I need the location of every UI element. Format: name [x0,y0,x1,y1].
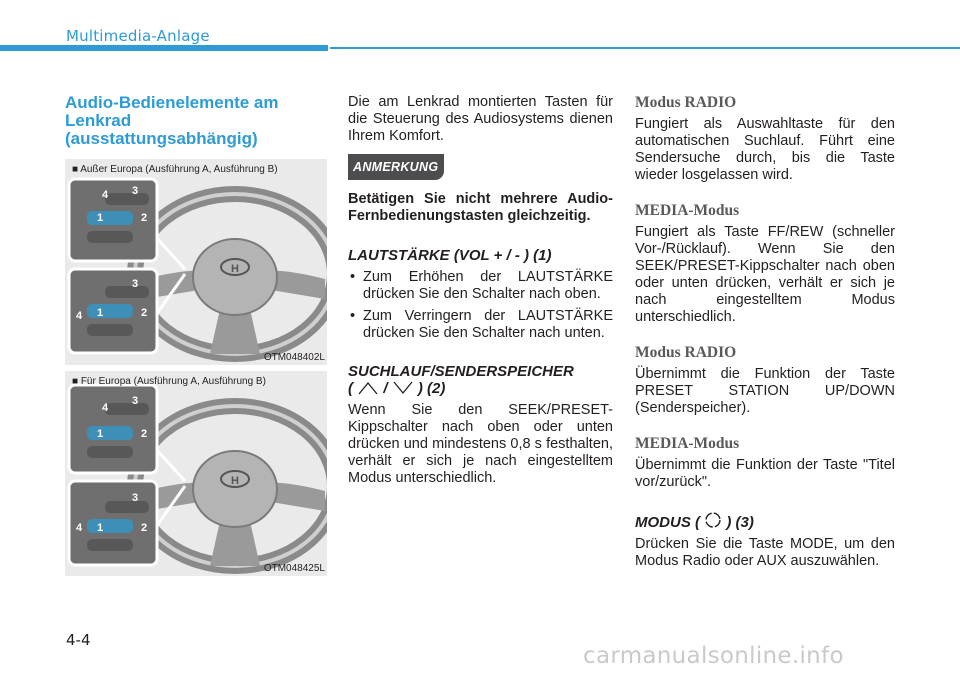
mode-icon [704,511,722,529]
seek-heading [348,363,613,397]
page-number: 4-4 [66,631,91,649]
callout-3b: 3 [131,492,139,504]
seek-heading-text: SUCHLAUF/SENDERSPEICHER [348,363,574,380]
radio-mode-text: Fungiert als Auswahltaste für den automatischen Suchlauf. Führt eine Sendersuche durch, bis die Taste wieder losgelassen wird. [635,116,895,183]
section-title: Audio-Bedienelemente am Lenkrad (ausstattungsabhängig) [65,93,279,148]
mode-heading-open: MODUS ( [635,514,700,531]
note-label: ANMERKUNG [348,154,444,180]
seek-heading-close: ) (2) [417,380,446,397]
callout-3b: 3 [131,278,139,290]
callout-1: 1 [96,212,104,224]
volume-list [348,269,613,342]
radio-mode-heading: Modus RADIO [635,94,737,111]
figure-steering-wheel-non-europe [65,159,327,365]
callout-4: 4 [101,189,109,201]
brand-logo: H [231,475,239,487]
list-item: • Zum Erhöhen der LAUTSTÄRKE drücken Sie den Schalter nach oben. [348,269,613,303]
middle-column [348,94,613,487]
steering-wheel-illustration [65,371,327,576]
mode-heading-close: ) (3) [726,514,754,531]
radio-mode-text-2: Übernimmt die Funktion der Taste PRESET STATION UP/DOWN (Senderspeicher). [635,366,895,416]
note-text: Betätigen Sie nicht mehrere Audio- Fernbedienungstasten gleichzeitig. [348,191,613,224]
intro-paragraph: Die am Lenkrad montierten Tasten für die Steuerung des Audiosystems dienen Ihrem Komfort. [348,94,613,144]
volume-heading: LAUTSTÄRKE (VOL + / - ) (1) [348,247,552,264]
callout-4b: 4 [75,310,83,322]
steering-wheel-illustration [65,159,327,365]
callout-4: 4 [101,402,109,414]
callout-2b: 2 [140,307,148,319]
callout-2: 2 [140,428,148,440]
brand-logo: H [231,263,239,275]
seek-heading-open: ( [348,380,353,397]
figure-steering-wheel-europe [65,371,327,576]
mode-heading [635,511,895,531]
media-mode-heading-2: MEDIA-Modus [635,435,740,452]
seek-text: Wenn Sie den SEEK/PRESET-Kippschalter nach oben oder unten drücken und mindestens 0,8 s festhalten, verhält er sich je nach eingestelltem Modus unterschiedlich. [348,402,613,486]
note-box [348,154,613,180]
header-rule-thin [330,47,960,49]
callout-2b: 2 [140,522,148,534]
radio-mode-heading-2: Modus RADIO [635,344,737,361]
media-mode-text: Fungiert als Taste FF/REW (schneller Vor-/Rücklauf). Wenn Sie den SEEK/PRESET-Kippschalter nach oben oder unten drücken, verhält er sich je nach eingestelltem Modus unterschiedlich. [635,224,895,325]
figure-code: OTM048425L [263,563,325,574]
right-column [635,94,895,570]
mode-text: Drücken Sie die Taste MODE, um den Modus Radio oder AUX auszuwählen. [635,536,895,569]
running-header: Multimedia-Anlage [66,27,210,45]
callout-1b: 1 [96,307,104,319]
watermark: carmanualsonline.info [583,643,844,669]
seek-heading-sep: / [383,380,388,397]
list-item: • Zum Verringern der LAUTSTÄRKE drücken Sie den Schalter nach unten. [348,308,613,342]
chevron-down-icon [392,381,414,395]
chevron-up-icon [357,381,379,395]
figure-code: OTM048402L [263,352,325,363]
figure-caption: ■ Für Europa (Ausführung A, Ausführung B) [72,376,266,387]
callout-3: 3 [131,395,139,407]
media-mode-heading: MEDIA-Modus [635,202,740,219]
callout-3: 3 [131,185,139,197]
header-rule-thick [0,45,328,51]
figure-caption: ■ Außer Europa (Ausführung A, Ausführung B) [72,164,278,175]
callout-1b: 1 [96,522,104,534]
callout-2: 2 [140,212,148,224]
callout-4b: 4 [75,522,83,534]
media-mode-text-2: Übernimmt die Funktion der Taste "Titel vor/zurück". [635,457,895,490]
callout-1: 1 [96,428,104,440]
